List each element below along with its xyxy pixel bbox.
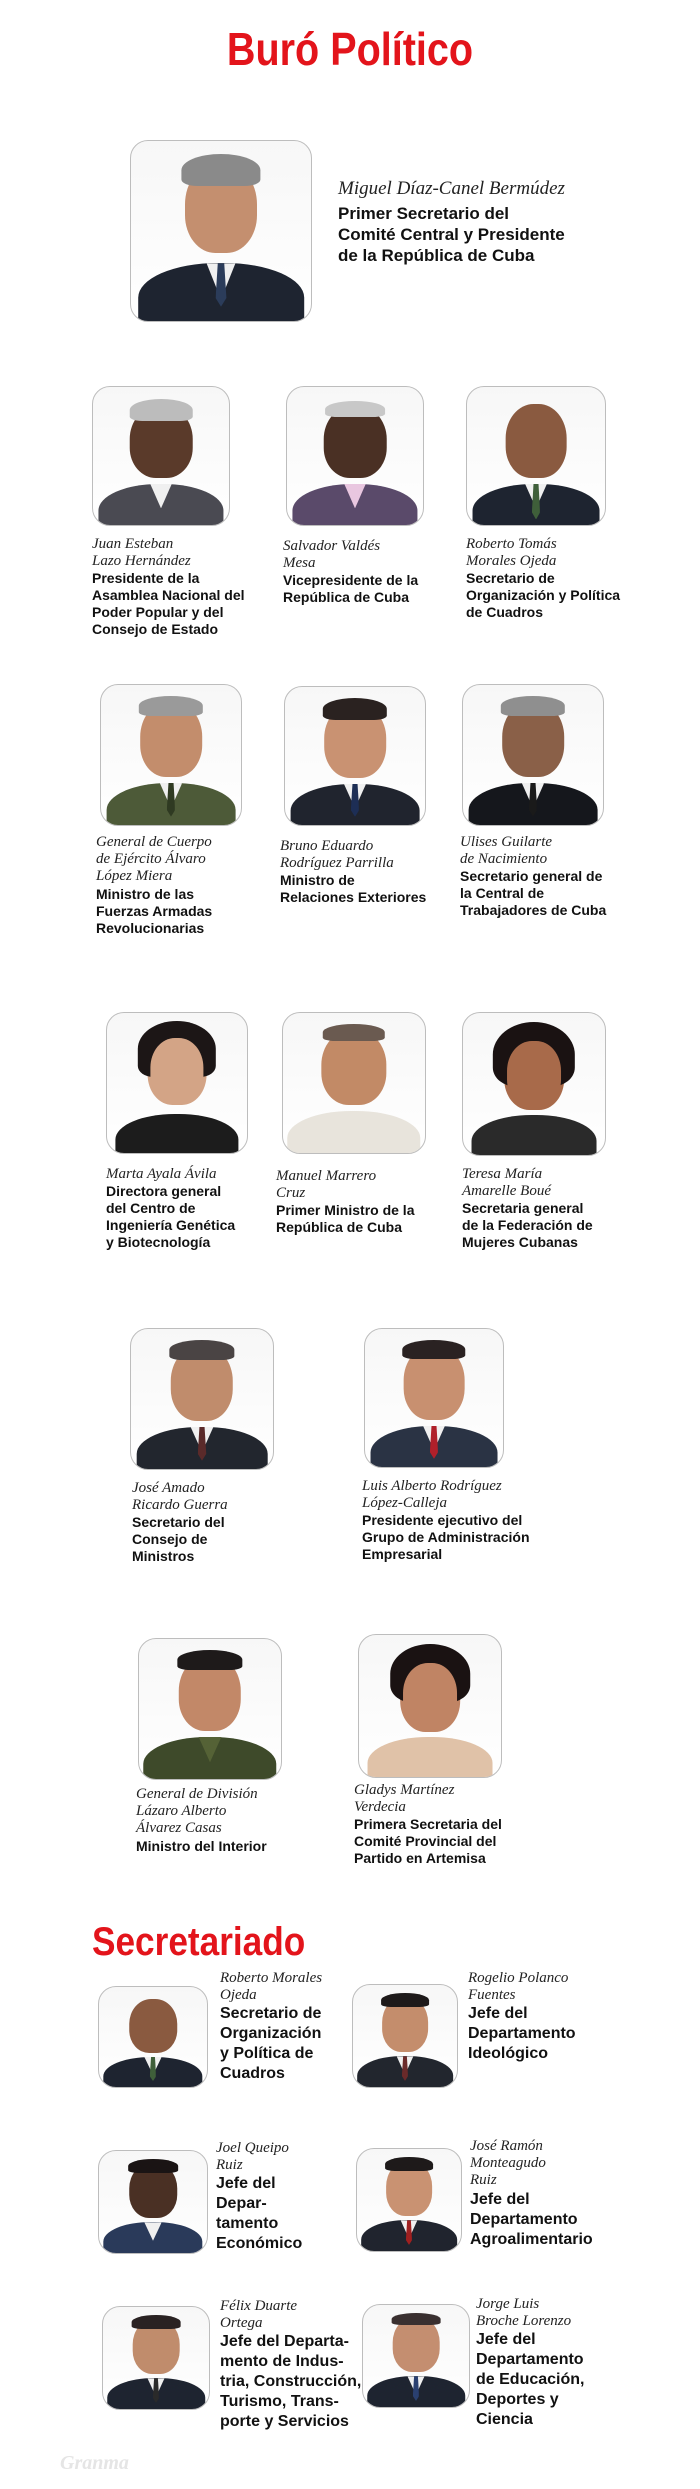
member-photo xyxy=(286,386,424,526)
secretary-name: Jorge Luis Broche Lorenzo xyxy=(476,2296,572,2329)
secretary-name: Joel Queipo Ruiz xyxy=(216,2140,289,2173)
member-name: Ulises Guilarte de Nacimiento xyxy=(460,834,553,867)
secretary-role: Secretario de Organización y Política de Cuadros xyxy=(220,2005,322,2082)
member-name: Salvador Valdés Mesa xyxy=(283,538,381,571)
member-photo xyxy=(462,684,604,826)
secretary-role: Jefe del Departamento Agroalimentario xyxy=(470,2191,593,2248)
secretary-photo xyxy=(356,2148,462,2252)
secretary-photo xyxy=(98,2150,208,2254)
leader-role: Primer Secretario del Comité Central y Presidente de la República de Cuba xyxy=(338,204,565,265)
leader-name: Miguel Díaz-Canel Bermúdez xyxy=(338,178,565,199)
member-photo xyxy=(100,684,242,826)
member-name: Gladys Martínez Verdecia xyxy=(354,1782,455,1815)
member-role: Primer Ministro de la República de Cuba xyxy=(276,1202,415,1235)
member-name: General de Cuerpo de Ejército Álvaro López Miera xyxy=(96,834,212,884)
secretary-photo xyxy=(352,1984,458,2088)
member-name: Juan Esteban Lazo Hernández xyxy=(92,536,191,569)
member-role: Secretaria general de la Federación de Mujeres Cubanas xyxy=(462,1200,593,1250)
leader-photo xyxy=(130,140,312,322)
member-role: Presidente de la Asamblea Nacional del Poder Popular y del Consejo de Estado xyxy=(92,570,245,637)
member-photo xyxy=(462,1012,606,1156)
member-photo xyxy=(358,1634,502,1778)
member-name: General de División Lázaro Alberto Álvarez Casas xyxy=(136,1786,258,1836)
member-role: Secretario de Organización y Política de Cuadros xyxy=(466,570,621,620)
secretary-photo xyxy=(102,2306,210,2410)
secretary-photo xyxy=(98,1986,208,2088)
member-photo xyxy=(284,686,426,826)
member-photo xyxy=(364,1328,504,1468)
secretary-name: José Ramón Monteagudo Ruiz xyxy=(470,2138,546,2188)
member-role: Primera Secretaria del Comité Provincial del Partido en Artemisa xyxy=(354,1816,502,1866)
member-photo xyxy=(130,1328,274,1470)
secretary-photo xyxy=(362,2304,470,2408)
member-photo xyxy=(138,1638,282,1780)
member-photo xyxy=(106,1012,248,1154)
member-role: Ministro del Interior xyxy=(136,1838,267,1854)
watermark: Granma xyxy=(60,2452,129,2474)
member-role: Secretario del Consejo de Ministros xyxy=(132,1514,225,1564)
member-name: Bruno Eduardo Rodríguez Parrilla xyxy=(280,838,394,871)
member-name: Manuel Marrero Cruz xyxy=(276,1168,377,1201)
secretary-name: Rogelio Polanco Fuentes xyxy=(468,1970,569,2003)
member-photo xyxy=(282,1012,426,1154)
member-name: Roberto Tomás Morales Ojeda xyxy=(466,536,557,569)
secretary-role: Jefe del Departamento de Educación, Deportes y Ciencia xyxy=(476,2331,585,2428)
member-role: Directora general del Centro de Ingeniería Genética y Biotecnología xyxy=(106,1183,236,1250)
section-title: Secretariado xyxy=(92,1920,306,1964)
member-role: Ministro de las Fuerzas Armadas Revolucionarias xyxy=(96,886,213,936)
secretary-role: Jefe del Depar- tamento Económico xyxy=(216,2175,303,2252)
secretary-role: Jefe del Departamento Ideológico xyxy=(468,2005,576,2062)
member-name: Teresa María Amarelle Boué xyxy=(462,1166,551,1199)
member-name: Marta Ayala Ávila xyxy=(106,1166,217,1182)
secretary-name: Félix Duarte Ortega xyxy=(220,2298,298,2331)
member-role: Vicepresidente de la República de Cuba xyxy=(283,572,419,605)
member-name: Luis Alberto Rodríguez López-Calleja xyxy=(362,1478,502,1511)
member-role: Ministro de Relaciones Exteriores xyxy=(280,872,427,905)
member-photo xyxy=(466,386,606,526)
member-name: José Amado Ricardo Guerra xyxy=(132,1480,228,1513)
member-role: Presidente ejecutivo del Grupo de Administración Empresarial xyxy=(362,1512,530,1562)
member-role: Secretario general de la Central de Trabajadores de Cuba xyxy=(460,868,607,918)
secretary-name: Roberto Morales Ojeda xyxy=(220,1970,323,2003)
member-photo xyxy=(92,386,230,526)
secretary-role: Jefe del Departa- mento de Indus- tria, Construcción, Turismo, Trans- porte y Servicios xyxy=(220,2333,362,2430)
page-title: Buró Político xyxy=(226,23,474,75)
